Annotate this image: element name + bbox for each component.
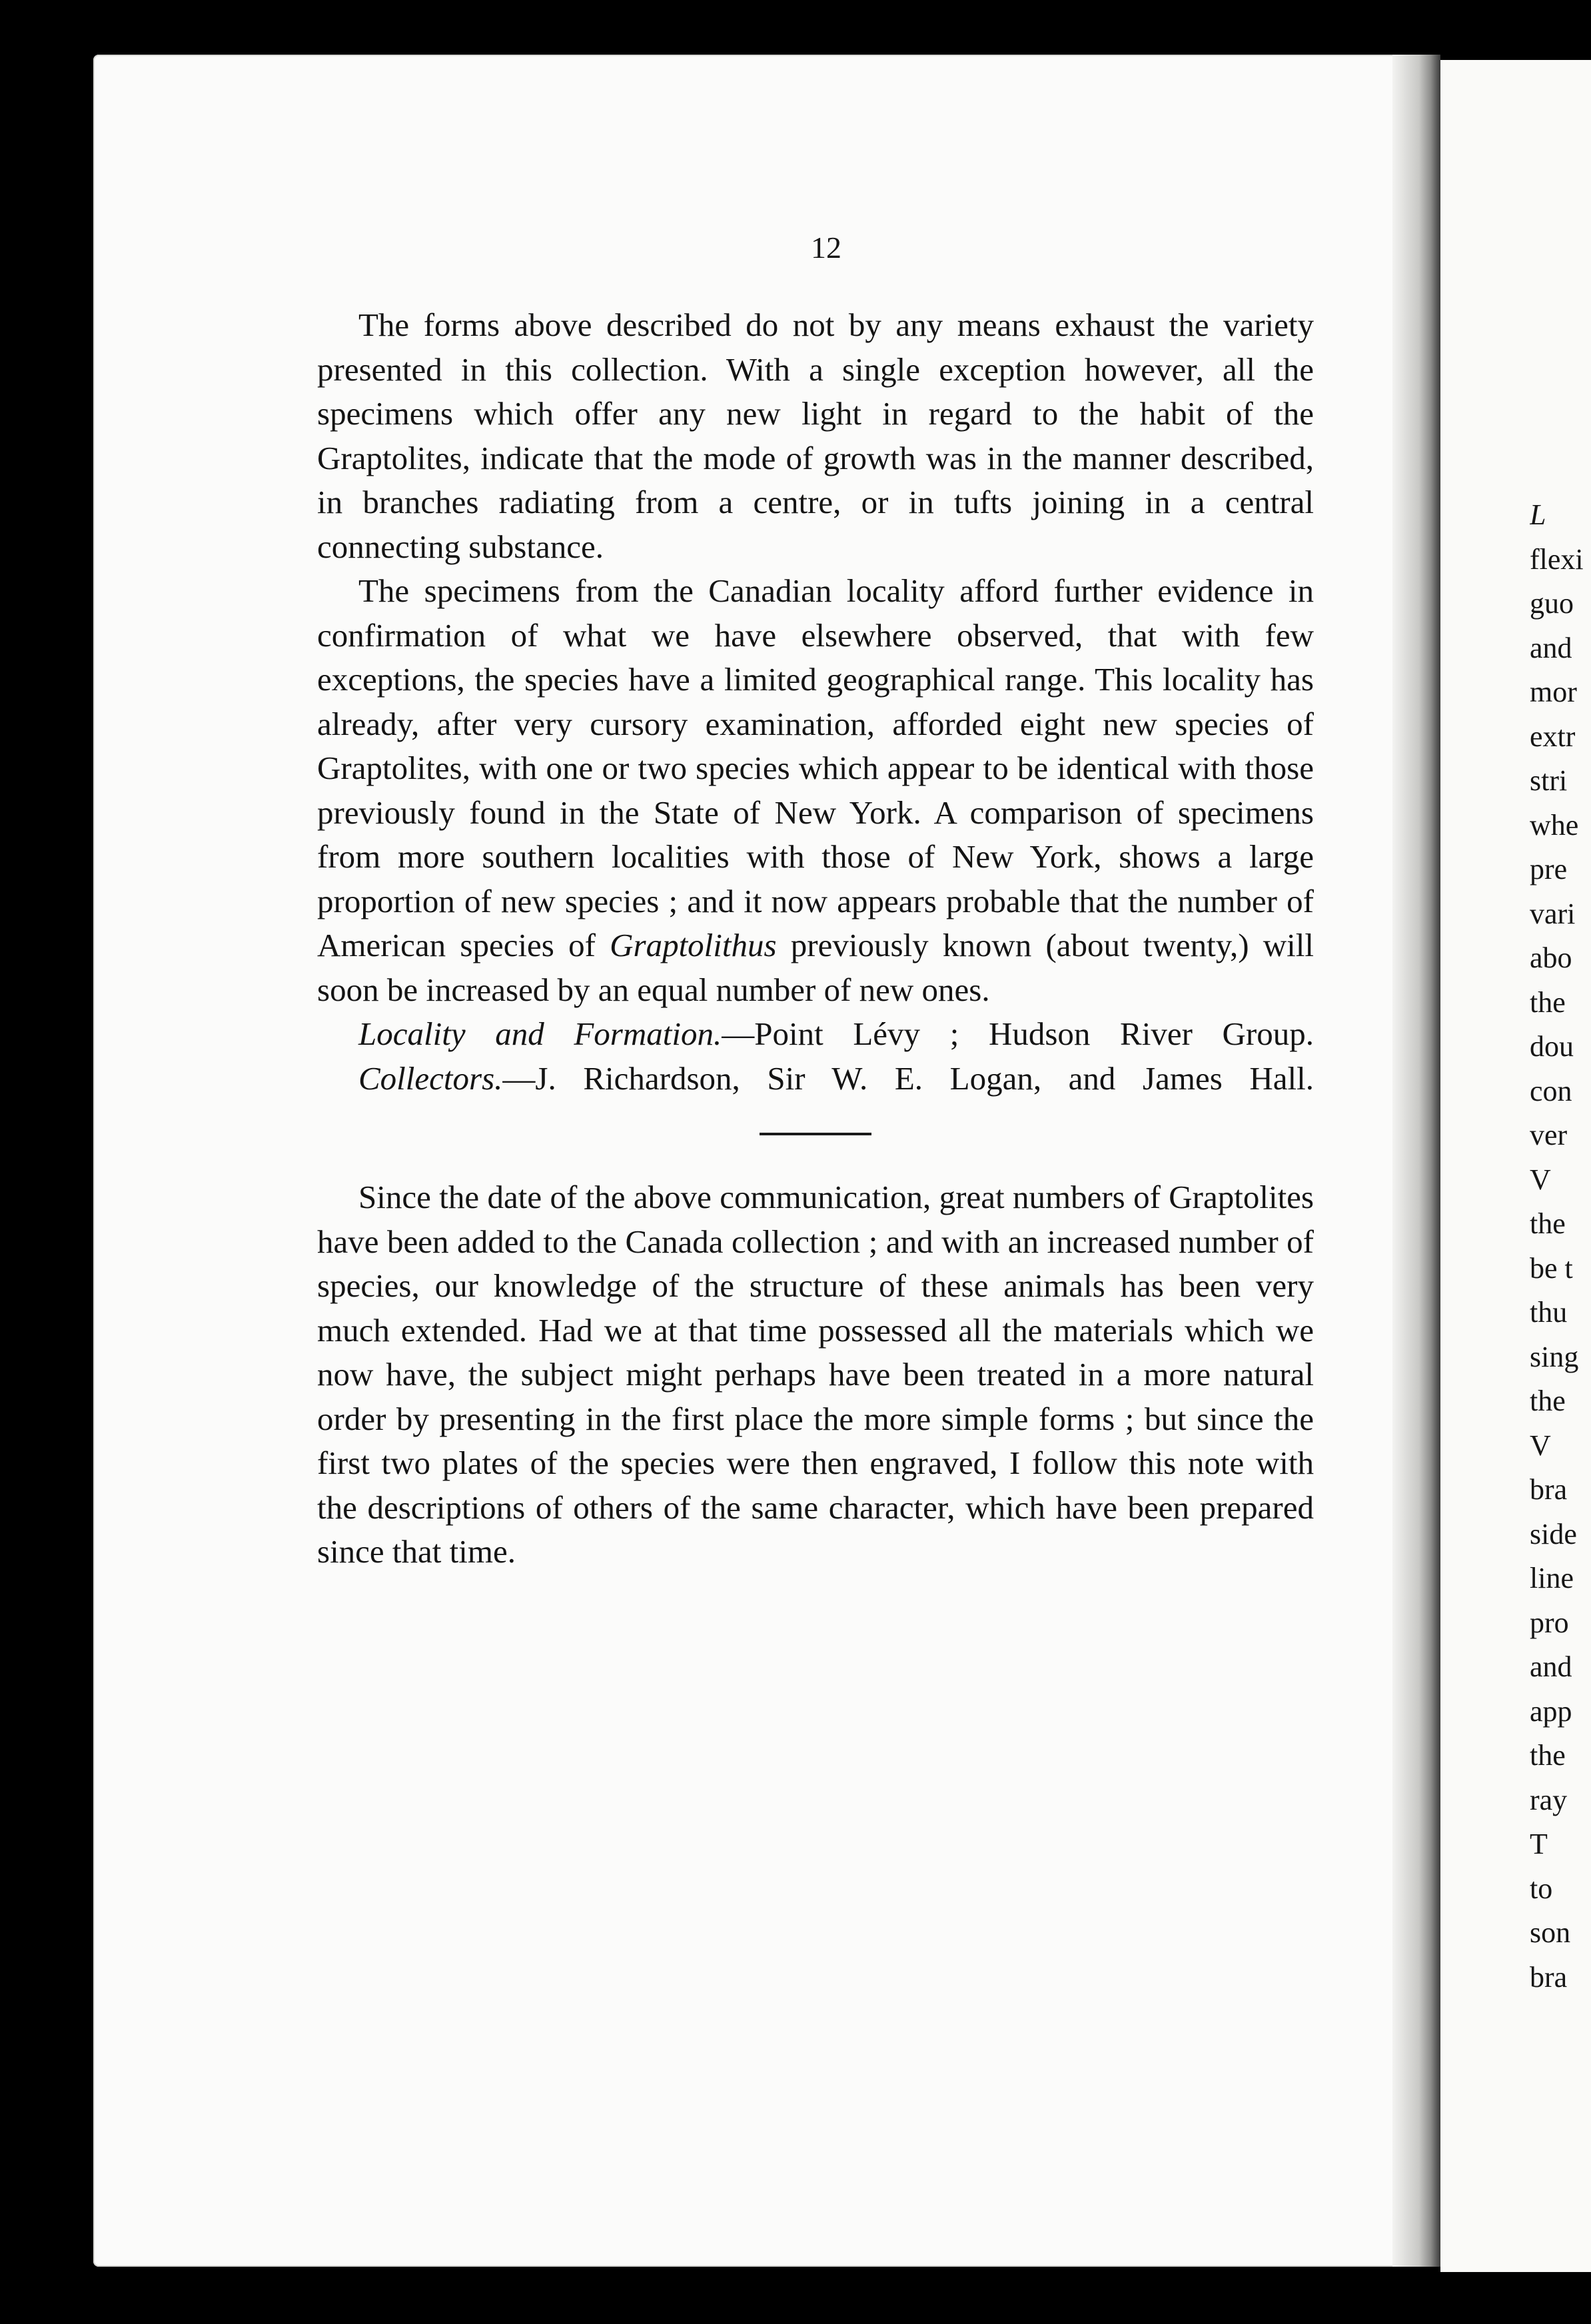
paragraph-specimens (317, 569, 1314, 1012)
paragraph-note: Since the date of the above communication, great numbers of Graptolites have been added to the Canada collection ; and with an increased number of species, our knowledge of the structure of these animals has been very much extended. Had we at that time possessed all the materials which we now have, the subject might perhaps have been treated in a more natural order by presenting in the first place the more simple forms ; but since the first two plates of the species were then engraved, I follow this note with the descriptions of others of the same character, which have been prepared since that time. (317, 1179, 1314, 1570)
facing-page-fragment: ver (1530, 1119, 1568, 1151)
facing-page-fragment: and (1530, 631, 1572, 664)
facing-page-fragment: mor (1530, 676, 1577, 708)
section-rule (760, 1133, 871, 1135)
facing-page-fragment: and (1530, 1650, 1572, 1683)
facing-page-fragment: sing (1530, 1340, 1579, 1373)
facing-page-fragment: V (1530, 1163, 1551, 1196)
facing-page-fragment: thu (1530, 1296, 1568, 1329)
facing-page-text (1530, 493, 1591, 2000)
facing-page-fragment: be t (1530, 1251, 1573, 1285)
facing-page-fragment: T (1530, 1828, 1548, 1860)
collectors-value: —J. Richardson, Sir W. E. Logan, and James Hall. (502, 1059, 1314, 1097)
facing-page-fragment: side (1530, 1517, 1577, 1550)
facing-page-fragment: app (1530, 1694, 1572, 1728)
facing-page-fragment: dou (1530, 1030, 1574, 1063)
facing-page-fragment: bra (1530, 1960, 1568, 1994)
facing-page-fragment: whe (1530, 808, 1579, 842)
facing-page-fragment: vari (1530, 897, 1576, 930)
facing-page-fragment: extr (1530, 720, 1576, 753)
paragraph-specimens-end: previously known (about twenty,) will soon be increased by an equal number of new ones. (317, 927, 1315, 1008)
locality-label: Locality and Formation. (358, 1015, 722, 1052)
facing-page-fragment: pre (1530, 853, 1568, 885)
facing-page-fragment: con (1530, 1074, 1572, 1107)
facing-page-fragment: pro (1530, 1606, 1569, 1639)
collectors-line (317, 1057, 1314, 1101)
facing-page-fragment: the (1530, 1385, 1566, 1417)
facing-page-fragment: stri (1530, 764, 1568, 797)
locality-line (317, 1012, 1314, 1057)
facing-page-fragment: the (1530, 1207, 1566, 1240)
facing-page-fragment: line (1530, 1562, 1574, 1594)
book-gutter (1392, 55, 1440, 2267)
facing-page-fragment: L (1530, 498, 1546, 531)
paragraph-forms: The forms above described do not by any means exhaust the variety presented in this collection. With a single exception however, all the specimens which offer any new light in regard to the habit of the Graptolites, indicate that the mode of growth was in the manner described, in branches radiating from a centre, or in tufts joining in a central connecting substance. (317, 306, 1314, 565)
collectors-label: Collectors. (358, 1059, 503, 1097)
facing-page-fragment: bra (1530, 1473, 1568, 1506)
facing-page-fragment: to (1530, 1872, 1553, 1905)
main-text (317, 303, 1314, 1574)
locality-value: —Point Lévy ; Hudson River Group. (722, 1015, 1314, 1052)
facing-page-fragment: son (1530, 1916, 1571, 1949)
facing-page-fragment: the (1530, 1739, 1566, 1772)
genus-name: Graptolithus (610, 927, 777, 963)
facing-page-fragment: guo (1530, 587, 1574, 620)
facing-page-fragment: abo (1530, 941, 1572, 974)
facing-page-fragment: the (1530, 985, 1566, 1019)
paragraph-specimens-text: The specimens from the Canadian locality afford further evidence in confirmation of what we have elsewhere observed, that with few exceptions, the species have a limited geographical range. This locality has already, after very cursory examination, afforded eight new species of Graptolites, with one or two species which appear to be identical with those previously found in the State of New York. A comparison of specimens from more southern localities with those of New York, shows a large proportion of new species ; and it now appears probable that the number of American species of (317, 572, 1314, 963)
facing-page-fragment: ray (1530, 1783, 1568, 1816)
page-number: 12 (811, 231, 841, 265)
facing-page-fragment: flexi (1530, 542, 1584, 576)
facing-page-fragment: V (1530, 1429, 1551, 1462)
